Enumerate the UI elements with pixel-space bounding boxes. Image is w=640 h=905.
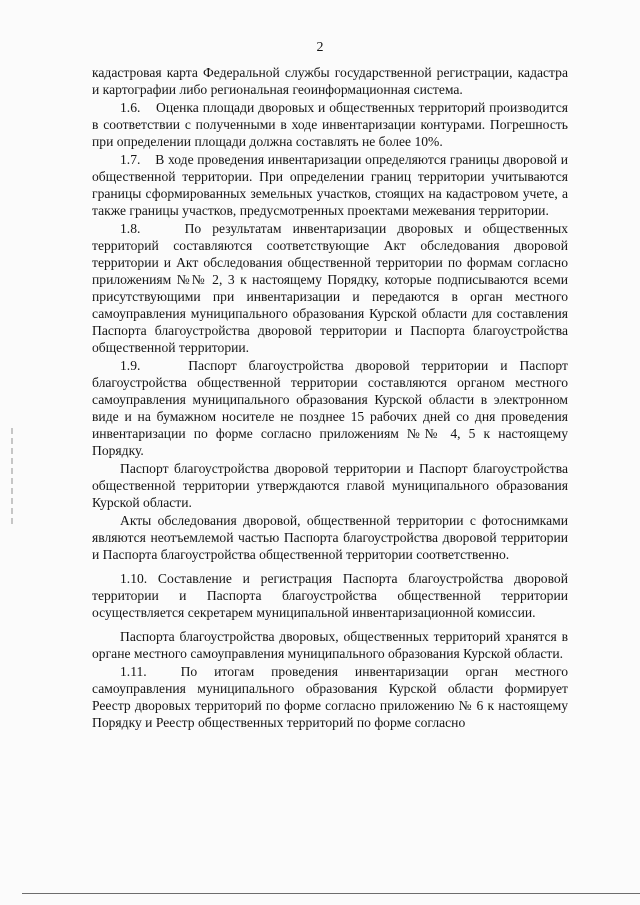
paragraph-1-10: 1.10. Составление и регистрация Паспорта благоустройства дворовой территории и Паспорта благоустройства общественной территории осуществляется секретарем муниципальной инвентаризационной комиссии. [92, 571, 568, 620]
paragraph-1-11: 1.11. По итогам проведения инвентаризации орган местного самоуправления муниципального образования Курской области формирует Реестр дворовых территорий по форме согласно приложению № 6 к настоящему Порядку и Реестр общественных территорий по форме согласно [92, 664, 568, 730]
page-number: 2 [316, 40, 324, 55]
document-body [92, 64, 568, 732]
paragraph-passport-storage: Паспорта благоустройства дворовых, общественных территорий хранятся в органе местного самоуправления муниципального образования Курской области. [92, 629, 568, 661]
paragraph-1-8: 1.8. По результатам инвентаризации дворовых и общественных территорий составляются соответствующие Акт обследования дворовой территории и Акт обследования общественной территории по формам согласно приложениям №№ 2, 3 к настоящему Порядку, которые подписываются всеми присутствующими при инвентаризации и передаются в орган местного самоуправления муниципального образования Курской области для составления Паспорта благоустройства дворовой территории и Паспорта благоустройства общественной территории. [92, 221, 568, 355]
paragraph-continuation: кадастровая карта Федеральной службы государственной регистрации, кадастра и картографии либо региональная геоинформационная система. [92, 65, 568, 97]
paragraph-acts-photos: Акты обследования дворовой, общественной территории с фотоснимками являются неотъемлемой частью Паспорта благоустройства дворовой территории и Паспорта благоустройства общественной территории соответственно. [92, 513, 568, 562]
paragraph-1-7: 1.7. В ходе проведения инвентаризации определяются границы дворовой и общественной территории. При определении границ территории учитываются границы сформированных земельных участков, стоящих на кадастровом учете, а также границы участков, предусмотренных проектами межевания территории. [92, 152, 568, 218]
paragraph-1-6: 1.6. Оценка площади дворовых и общественных территорий производится в соответствии с полученными в ходе инвентаризации контурами. Погрешность при определении площади должна составлять не более 10%. [92, 100, 568, 149]
scan-bottom-edge [22, 893, 640, 894]
scan-margin-mark [11, 428, 13, 528]
paragraph-passport-approval: Паспорт благоустройства дворовой территории и Паспорт благоустройства общественной территории утверждаются главой муниципального образования Курской области. [92, 461, 568, 510]
paragraph-1-9: 1.9. Паспорт благоустройства дворовой территории и Паспорт благоустройства общественной территории составляются органом местного самоуправления муниципального образования Курской области в электронном виде и на бумажном носителе не позднее 15 рабочих дней со дня проведения инвентаризации по форме согласно приложениям №№ 4, 5 к настоящему Порядку. [92, 358, 568, 458]
